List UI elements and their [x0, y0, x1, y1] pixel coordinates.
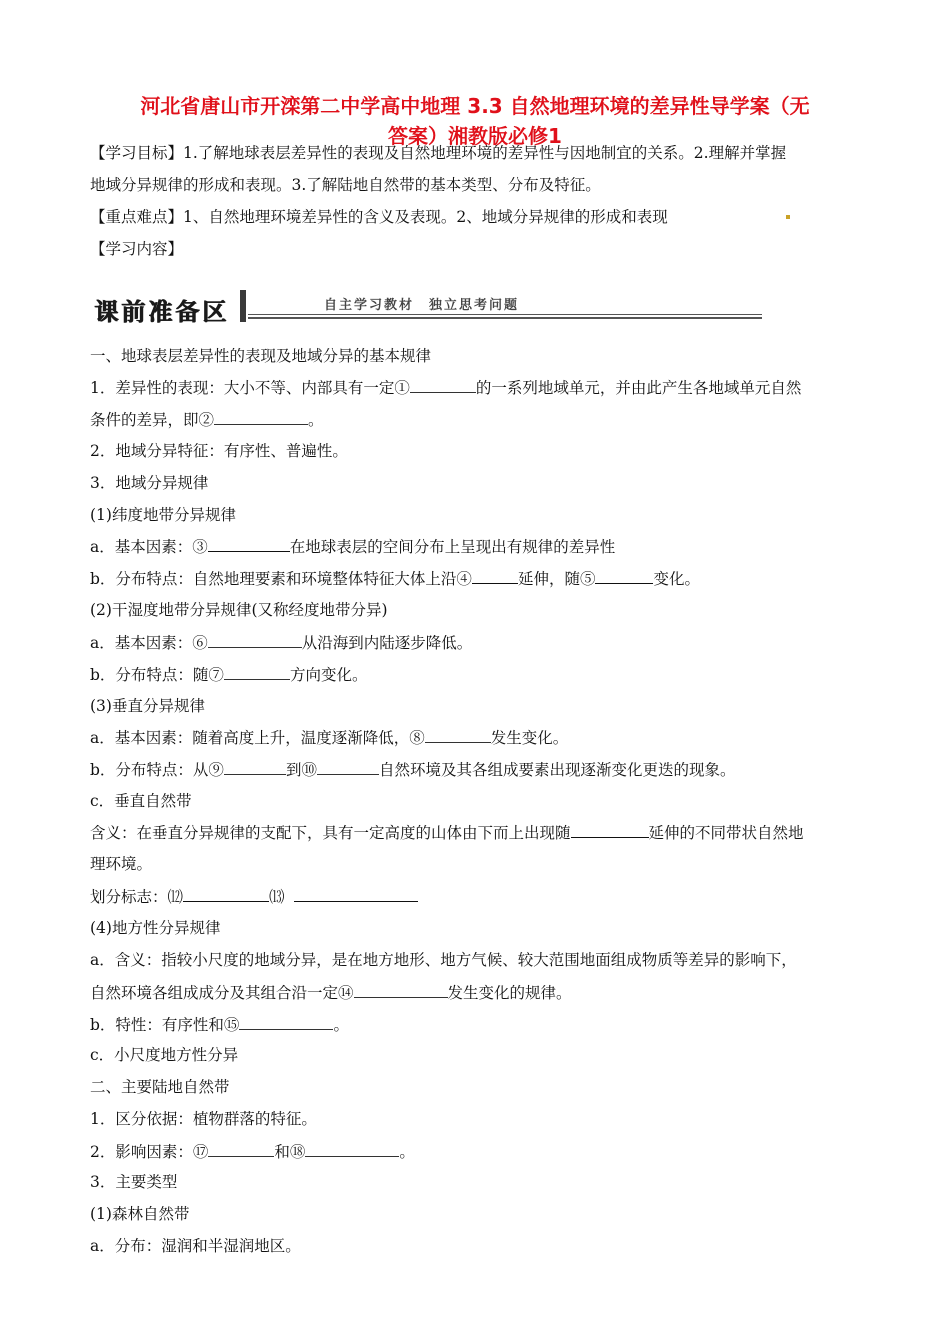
- fill-blank-9[interactable]: [224, 759, 286, 775]
- paragraph-line: 1．差异性的表现：大小不等、内部具有一定① 的一系列地域单元，并由此产生各地域单元自然: [90, 379, 802, 397]
- content-label: 【学习内容】: [90, 240, 184, 258]
- decorative-dot: [786, 215, 790, 219]
- fill-blank-3[interactable]: [208, 536, 290, 552]
- paragraph-line: b．分布特点：自然地理要素和环境整体特征大体上沿④ 延伸，随⑤ 变化。: [90, 570, 700, 588]
- subheading: (3)垂直分异规律: [90, 697, 205, 715]
- document-title: [88, 91, 862, 151]
- fill-blank-7[interactable]: [224, 664, 290, 680]
- fill-blank-15[interactable]: [239, 1014, 333, 1030]
- banner-rule: [248, 314, 762, 315]
- paragraph-line: a．含义：指较小尺度的地域分异，是在地方地形、地方气候、较大范围地面组成物质等差异的影响下，: [90, 951, 797, 969]
- subheading: (4)地方性分异规律: [90, 919, 221, 937]
- subheading: (1)纬度地带分异规律: [90, 506, 236, 524]
- fill-blank-2[interactable]: [214, 409, 308, 425]
- fill-blank-13[interactable]: [294, 886, 418, 902]
- paragraph-line: a．基本因素：③ 在地球表层的空间分布上呈现出有规律的差异性: [90, 538, 616, 556]
- paragraph-line: c．小尺度地方性分异: [90, 1046, 239, 1064]
- paragraph-line: 自然环境各组成成分及其组合沿一定⑭ 发生变化的规律。: [90, 984, 572, 1002]
- fill-blank-1[interactable]: [410, 377, 476, 393]
- paragraph-line: a．基本因素：随着高度上升，温度逐渐降低，⑧ 发生变化。: [90, 729, 569, 747]
- paragraph-line: 条件的差异，即② 。: [90, 411, 324, 429]
- paragraph-line: 3．地域分异规律: [90, 474, 209, 492]
- fill-blank-8[interactable]: [425, 727, 491, 743]
- fill-blank-5[interactable]: [595, 568, 653, 584]
- banner-rule: [248, 317, 762, 319]
- paragraph-line: a．分布：湿润和半湿润地区。: [90, 1237, 301, 1255]
- section-heading-2: 二、主要陆地自然带: [90, 1078, 230, 1096]
- paragraph-line: b．分布特点：从⑨ 到⑩ 自然环境及其各组成要素出现逐渐变化更迭的现象。: [90, 761, 736, 779]
- fill-blank-18[interactable]: [305, 1141, 399, 1157]
- objectives-line-2: 地域分异规律的形成和表现。3.了解陆地自然带的基本类型、分布及特征。: [90, 176, 601, 194]
- banner-divider: [240, 290, 246, 322]
- title-line-1: 河北省唐山市开滦第二中学高中地理 3.3 自然地理环境的差异性导学案（无: [140, 94, 810, 118]
- section-heading-1: 一、地球表层差异性的表现及地域分异的基本规律: [90, 347, 432, 365]
- section-banner: [90, 290, 762, 330]
- fill-blank-14[interactable]: [354, 982, 448, 998]
- fill-blank-12[interactable]: [183, 886, 269, 902]
- paragraph-line: 1．区分依据：植物群落的特征。: [90, 1110, 317, 1128]
- banner-title: 课前准备区: [94, 298, 229, 326]
- fill-blank-4[interactable]: [472, 568, 518, 584]
- paragraph-line: 含义：在垂直分异规律的支配下，具有一定高度的山体由下而上出现随 延伸的不同带状自然地: [90, 824, 804, 842]
- title-line-2: 答案）湘教版必修1: [388, 124, 562, 148]
- fill-blank-10[interactable]: [317, 759, 379, 775]
- fill-blank-6[interactable]: [208, 632, 302, 648]
- paragraph-line: a．基本因素：⑥ 从沿海到内陆逐步降低。: [90, 634, 473, 652]
- fill-blank-17[interactable]: [208, 1141, 274, 1157]
- objectives-line-1: 【学习目标】1.了解地球表层差异性的表现及自然地理环境的差异性与因地制宜的关系。2.理解并掌握: [90, 144, 787, 162]
- fill-blank-11[interactable]: [571, 822, 649, 838]
- paragraph-line: 划分标志：⑿ ⒀: [90, 886, 860, 907]
- banner-subtitle: 自主学习教材 独立思考问题: [324, 298, 520, 313]
- paragraph-line: b．分布特点：随⑦ 方向变化。: [90, 666, 368, 684]
- subheading: (2)干湿度地带分异规律(又称经度地带分异): [90, 601, 388, 619]
- paragraph-line: c．垂直自然带: [90, 792, 192, 810]
- paragraph-line: 2．地域分异特征：有序性、普遍性。: [90, 442, 348, 460]
- subheading: (1)森林自然带: [90, 1205, 190, 1223]
- key-points: 【重点难点】1、自然地理环境差异性的含义及表现。2、地域分异规律的形成和表现: [90, 208, 668, 226]
- paragraph-line: 2．影响因素：⑰ 和⑱ 。: [90, 1143, 415, 1161]
- paragraph-line: b．特性：有序性和⑮ 。: [90, 1016, 349, 1034]
- paragraph-line: 理环境。: [90, 855, 153, 873]
- paragraph-line: 3．主要类型: [90, 1173, 178, 1191]
